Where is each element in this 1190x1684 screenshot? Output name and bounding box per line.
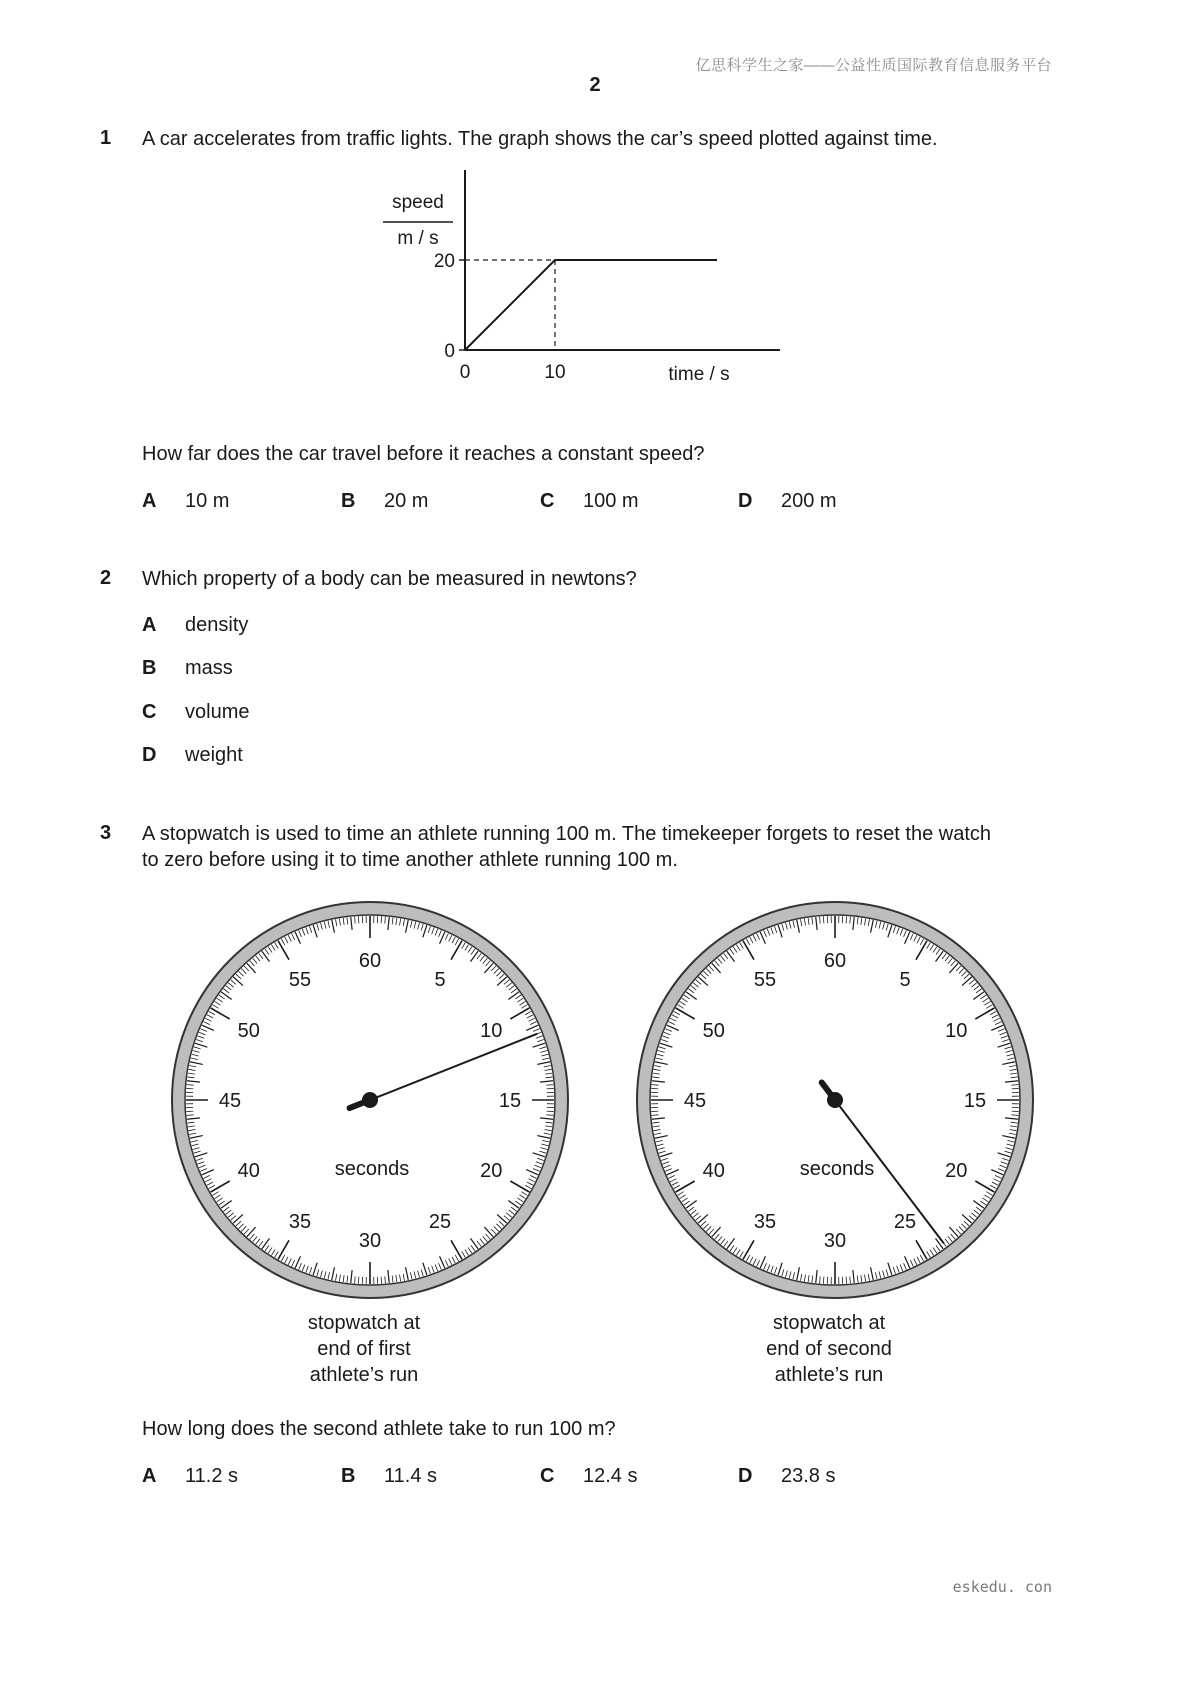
hand-pivot — [362, 1092, 378, 1108]
dial-number: 10 — [945, 1020, 968, 1042]
option-text[interactable]: weight — [185, 744, 243, 766]
x-tick-label: 10 — [544, 362, 566, 383]
dial-number: 20 — [945, 1160, 968, 1182]
page-number: 2 — [589, 74, 601, 96]
dial-number: 55 — [753, 968, 777, 991]
stopwatch-2-caption — [709, 1310, 949, 1388]
caption-line: end of first — [317, 1338, 411, 1360]
option-text[interactable]: 10 m — [185, 490, 230, 512]
option-letter: B — [142, 657, 157, 679]
option-letter: A — [142, 1465, 157, 1487]
dial-number: 50 — [702, 1020, 725, 1042]
option-text[interactable]: 11.2 s — [185, 1465, 238, 1487]
stopwatch-1-caption — [244, 1310, 484, 1388]
option-text[interactable]: 23.8 s — [781, 1465, 836, 1487]
dial-number: 55 — [288, 968, 312, 991]
question-1-number: 1 — [100, 127, 112, 149]
dial-number: 20 — [480, 1160, 503, 1182]
option-text[interactable]: density — [185, 614, 249, 636]
y-axis-label-top: speed — [392, 192, 444, 213]
dial-number: 40 — [237, 1160, 260, 1182]
option-text[interactable]: mass — [185, 657, 233, 679]
question-1-prompt: How far does the car travel before it reaches a constant speed? — [142, 443, 705, 465]
question-3-number: 3 — [100, 822, 112, 844]
option-letter: C — [540, 490, 555, 512]
option-letter: A — [142, 614, 157, 636]
dial-number: 50 — [237, 1020, 260, 1042]
dial-number: 60 — [358, 950, 382, 972]
speed-series-line — [465, 260, 717, 350]
dial-number: 15 — [498, 1090, 522, 1112]
caption-line: stopwatch at — [307, 1312, 421, 1334]
dial-number: 25 — [893, 1211, 917, 1234]
question-1-text: A car accelerates from traffic lights. The graph shows the car’s speed plotted against time. — [142, 128, 938, 150]
dial-number: 45 — [683, 1090, 707, 1112]
x-tick-label: 0 — [459, 362, 471, 383]
option-text[interactable]: 100 m — [583, 490, 639, 512]
stopwatch-1 — [160, 890, 580, 1310]
option-letter: C — [540, 1465, 555, 1487]
dial-number: 30 — [358, 1230, 382, 1252]
dial-number: 5 — [434, 968, 446, 991]
caption-line: stopwatch at — [772, 1312, 886, 1334]
dial-center-label: seconds — [799, 1158, 875, 1180]
caption-line: end of second — [766, 1338, 892, 1360]
dial-number: 40 — [702, 1160, 725, 1182]
dial-number: 5 — [899, 968, 911, 991]
option-letter: A — [142, 490, 157, 512]
caption-line: athlete’s run — [309, 1364, 419, 1386]
dial-number: 45 — [218, 1090, 242, 1112]
y-tick-label: 0 — [444, 341, 455, 362]
dial-number: 60 — [823, 950, 847, 972]
option-text[interactable]: 11.4 s — [384, 1465, 437, 1487]
speed-time-graph — [370, 170, 830, 420]
dial-number: 35 — [753, 1211, 777, 1234]
option-letter: B — [341, 1465, 356, 1487]
dial-center-label: seconds — [334, 1158, 410, 1180]
question-2-number: 2 — [100, 567, 112, 589]
option-letter: D — [142, 744, 157, 766]
dial-number: 30 — [823, 1230, 847, 1252]
option-letter: D — [738, 1465, 753, 1487]
footer-site: eskedu. con — [952, 1578, 1052, 1596]
question-3-prompt: How long does the second athlete take to run 100 m? — [142, 1418, 616, 1440]
option-letter: C — [142, 701, 157, 723]
option-text[interactable]: 12.4 s — [583, 1465, 638, 1487]
y-axis-label-bottom: m / s — [397, 228, 439, 249]
y-tick-label: 20 — [433, 251, 455, 272]
x-axis-label: time / s — [668, 364, 730, 385]
question-2-text: Which property of a body can be measured in newtons? — [142, 568, 637, 590]
stopwatch-2 — [625, 890, 1045, 1310]
option-letter: D — [738, 490, 753, 512]
dial-number: 15 — [963, 1090, 987, 1112]
option-letter: B — [341, 490, 356, 512]
source-note: 亿思科学生之家——公益性质国际教育信息服务平台 — [695, 57, 1052, 74]
option-text[interactable]: 200 m — [781, 490, 837, 512]
hand-pivot — [827, 1092, 843, 1108]
dial-number: 35 — [288, 1211, 312, 1234]
dial-number: 25 — [428, 1211, 452, 1234]
question-3-text-line1: A stopwatch is used to time an athlete running 100 m. The timekeeper forgets to reset the watch — [142, 823, 991, 845]
option-text[interactable]: volume — [185, 701, 250, 723]
dial-number: 10 — [480, 1020, 503, 1042]
question-3-text-line2: to zero before using it to time another athlete running 100 m. — [142, 849, 678, 871]
option-text[interactable]: 20 m — [384, 490, 429, 512]
caption-line: athlete’s run — [774, 1364, 884, 1386]
